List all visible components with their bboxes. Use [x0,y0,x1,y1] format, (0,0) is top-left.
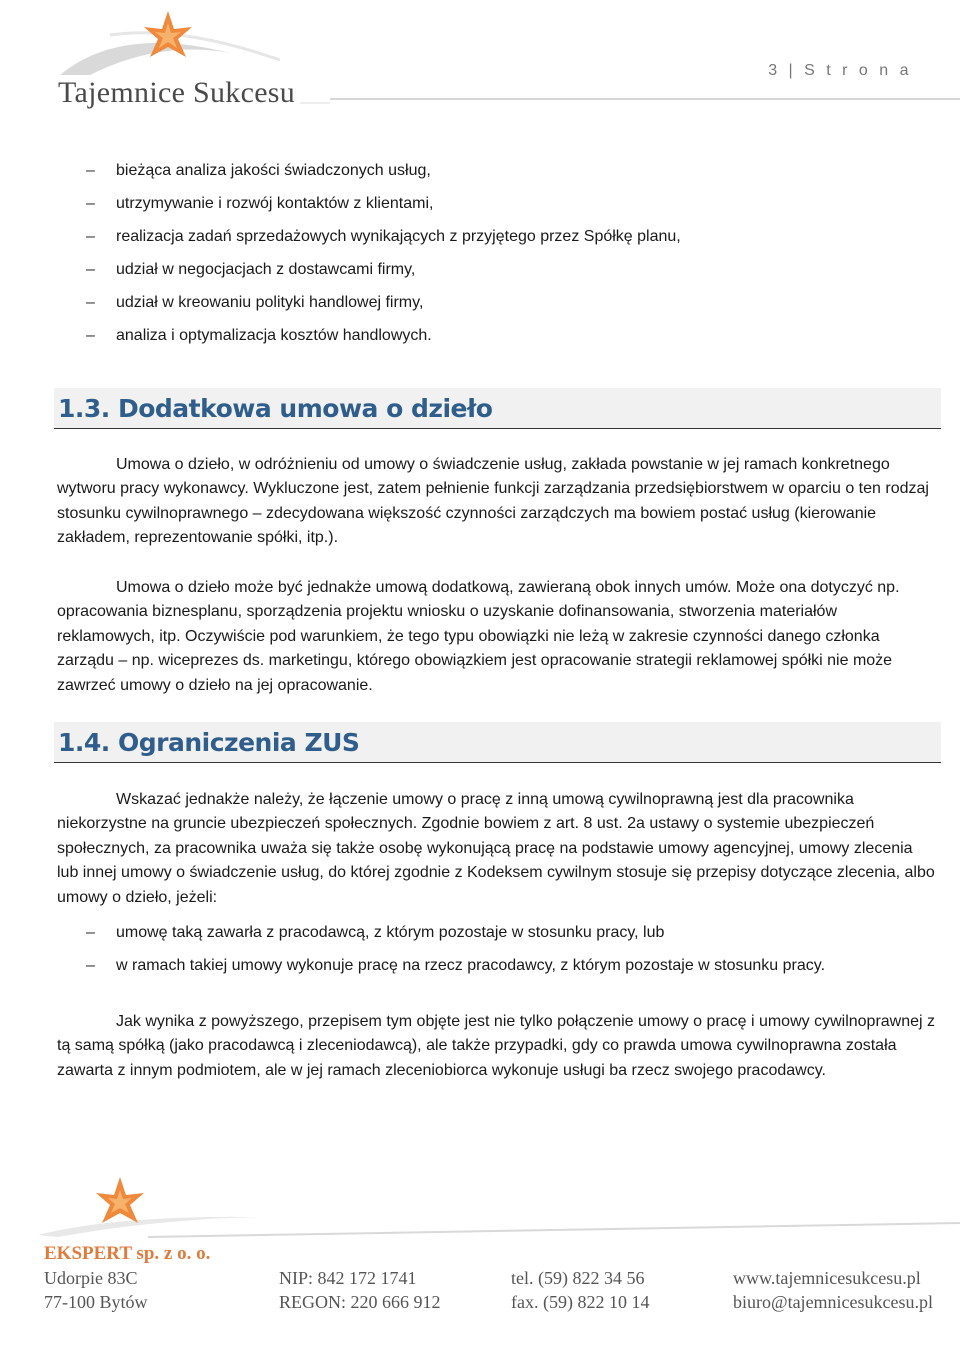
page-number: 3 | S t r o n a [768,62,912,79]
section-title: 1.3. Dodatkowa umowa o dzieło [58,394,493,423]
list-item: – bieżąca analiza jakości świadczonych usług, [86,162,431,179]
list-item: – udział w negocjacjach z dostawcami firmy, [86,261,416,278]
list-item: – analiza i optymalizacja kosztów handlowych. [86,327,432,344]
header-rule [330,98,960,100]
footer-address: Udorpie 83C 77-100 Bytów [44,1268,148,1312]
list-item: – udział w kreowaniu polityki handlowej firmy, [86,294,424,311]
footer-company-name: EKSPERT sp. z o. o. [44,1243,211,1264]
list-item: – realizacja zadań sprzedażowych wynikających z przyjętego przez Spółkę planu, [86,228,681,245]
section-heading-1-3 [54,388,941,429]
paragraph-zus-limitations: Wskazać jednakże należy, że łączenie umowy o pracę z inną umową cywilnoprawną jest dla pracownika niekorzystne na gruncie ubezpieczeń społecznych. Zgodnie bowiem z art. 8 ust. 2a ustawy o systemie ubezpieczeń społecznych, za pracownika uważa się także osobę wykonującą pracę na podstawie umowy agencyjnej, umowy zlecenia lub innej umowy o świadczenie usług, do której zgodnie z Kodeksem cywilnym stosuje się przepisy dotyczące zlecenia, albo umowy o dzieło, jeżeli: [57,791,935,906]
dash-bullet-icon: – [86,294,95,311]
duties-list [86,161,681,359]
section-heading-1-4 [54,722,941,763]
list-item: – w ramach takiej umowy wykonuje pracę na rzecz pracodawcy, z którym pozostaje w stosunku pracy. [86,957,826,974]
dash-bullet-icon: – [86,195,95,212]
paragraph-contract-for-work: Umowa o dzieło, w odróżnieniu od umowy o świadczenie usług, zakłada powstanie w jej ramach konkretnego wytworu pracy wykonawcy. Wykluczone jest, zatem pełnienie funkcji zarządzania przedsiębiorstwem w oparciu o ten rodzaj stosunku cywilnoprawnego – zdecydowana większość czynności zarządczych ma bowiem postać usług (kierowanie zakładem, reprezentowanie spółki, itp.). [57,456,929,547]
dash-bullet-icon: – [86,957,95,974]
list-item: – utrzymywanie i rozwój kontaktów z klientami, [86,195,434,212]
dash-bullet-icon: – [86,162,95,179]
dash-bullet-icon: – [86,228,95,245]
dash-bullet-icon: – [86,327,95,344]
logo-wordmark: Tajemnice Sukcesu [58,76,296,109]
website-link[interactable]: www.tajemnicesukcesu.pl [733,1268,921,1288]
paragraph-conclusion: Jak wynika z powyższego, przepisem tym objęte jest nie tylko połączenie umowy o pracę i umowy cywilnoprawnej z tą samą spółką (jako pracodawcą i zleceniodawcą), ale także przypadki, gdy co prawda umowa cywilnoprawna została zawarta z innym podmiotem, ale w jej ramach zleceniobiorca wykonuje usługi ba rzecz swojego pracodawcy. [57,1013,936,1079]
email-link[interactable]: biuro@tajemnicesukcesu.pl [733,1292,934,1312]
dash-bullet-icon: – [86,924,95,941]
section-title: 1.4. Ograniczenia ZUS [58,728,360,757]
list-item: – umowę taką zawarła z pracodawcą, z którym pozostaje w stosunku pracy, lub [86,924,665,941]
dash-bullet-icon: – [86,261,95,278]
conditions-list [86,923,825,989]
footer-contact [733,1266,933,1314]
footer-logo-graphic [38,1175,960,1245]
paragraph-additional-contract: Umowa o dzieło może być jednakże umową dodatkową, zawieraną obok innych umów. Może ona dotyczyć np. opracowania biznesplanu, sporządzenia projektu wniosku o uzyskanie dofinansowania, stworzenia materiałów reklamowych, itp. Oczywiście pod warunkiem, że tego typu obowiązki nie leżą w zakresie czynności danego członka zarządu – np. wiceprezes ds. marketingu, którego obowiązkiem jest opracowanie strategii reklamowej spółki nie może zawrzeć umowy o dzieło na jej opracowanie. [57,579,900,694]
footer-registration: NIP: 842 172 1741 REGON: 220 666 912 [279,1268,441,1312]
footer-phone: tel. (59) 822 34 56 fax. (59) 822 10 14 [511,1268,650,1312]
